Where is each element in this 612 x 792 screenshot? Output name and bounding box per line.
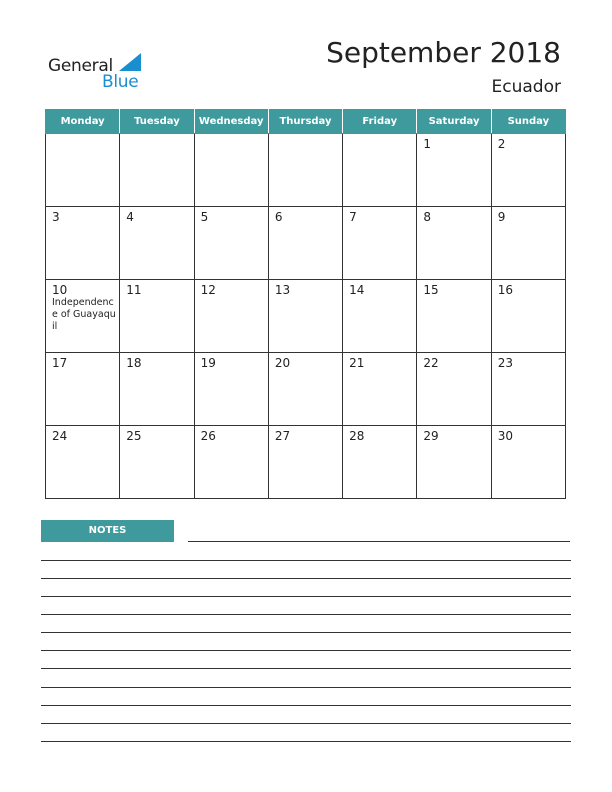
day-number: 27 [274, 429, 291, 443]
note-line [41, 596, 571, 597]
day-number: 13 [274, 283, 291, 297]
day-cell [268, 280, 342, 353]
week-row [46, 353, 566, 426]
logo-triangle-icon [119, 53, 141, 71]
week-row [46, 280, 566, 353]
day-number: 4 [126, 210, 134, 224]
weekday-header: Monday [46, 110, 120, 134]
day-number: 16 [497, 283, 513, 297]
holiday-label: Independence of Guayaquil [52, 297, 116, 332]
day-cell [343, 134, 417, 207]
day-number: 2 [497, 137, 506, 151]
day-number: 14 [349, 283, 365, 297]
country-name: Ecuador [491, 77, 561, 97]
day-cell [417, 353, 491, 426]
day-number: 26 [200, 429, 216, 443]
day-number: 25 [126, 429, 142, 443]
day-cell [417, 426, 491, 499]
day-cell [120, 134, 194, 207]
weekday-header: Wednesday [194, 110, 268, 134]
day-cell [491, 353, 565, 426]
note-line [41, 560, 571, 561]
week-row [46, 426, 566, 499]
logo-general-text: General [48, 56, 113, 76]
day-number: 22 [423, 356, 439, 370]
note-line [41, 741, 571, 742]
day-cell [343, 280, 417, 353]
day-number: 5 [200, 210, 209, 224]
day-cell [194, 134, 268, 207]
day-cell [194, 280, 268, 353]
weekday-header: Sunday [491, 110, 565, 134]
day-cell [491, 134, 565, 207]
generalblue-logo [48, 50, 158, 94]
weekday-header-row [46, 110, 566, 134]
notes-header: NOTES [41, 520, 174, 542]
day-cell [120, 426, 194, 499]
calendar-title: September 2018 [326, 36, 561, 69]
day-cell [417, 280, 491, 353]
note-line [41, 668, 571, 669]
week-row [46, 134, 566, 207]
logo-blue-text: Blue [102, 72, 139, 92]
day-number: 21 [349, 356, 365, 370]
day-cell [268, 207, 342, 280]
day-number: 30 [497, 429, 513, 443]
day-cell [268, 426, 342, 499]
day-cell [491, 426, 565, 499]
weekday-header: Tuesday [120, 110, 194, 134]
note-line [41, 578, 571, 579]
day-number: 24 [52, 429, 68, 443]
day-cell [417, 207, 491, 280]
day-number: 11 [126, 283, 142, 297]
note-line [41, 614, 571, 615]
day-number: 10 [52, 283, 68, 297]
day-cell [491, 280, 565, 353]
day-cell [194, 426, 268, 499]
day-cell [46, 280, 120, 353]
day-cell [268, 353, 342, 426]
day-number: 7 [349, 210, 357, 224]
day-number [120, 134, 193, 137]
day-cell [120, 353, 194, 426]
day-number: 12 [200, 283, 216, 297]
note-line [41, 687, 571, 688]
day-number: 15 [423, 283, 439, 297]
day-number [343, 134, 416, 137]
day-cell [343, 353, 417, 426]
day-cell [46, 426, 120, 499]
day-cell [417, 134, 491, 207]
note-line [41, 705, 571, 706]
day-number: 8 [423, 210, 432, 224]
weekday-header: Thursday [268, 110, 342, 134]
day-number: 23 [497, 356, 513, 370]
week-row [46, 207, 566, 280]
day-number: 19 [200, 356, 216, 370]
weekday-header: Friday [343, 110, 417, 134]
day-cell [194, 353, 268, 426]
day-cell [268, 134, 342, 207]
day-cell [46, 353, 120, 426]
day-number: 18 [126, 356, 142, 370]
day-cell [343, 207, 417, 280]
day-cell [46, 207, 120, 280]
day-cell [120, 280, 194, 353]
day-cell [491, 207, 565, 280]
note-line [188, 541, 570, 542]
day-cell [120, 207, 194, 280]
calendar-grid [45, 109, 566, 499]
day-number: 6 [274, 210, 283, 224]
day-number: 3 [52, 210, 60, 224]
note-line [41, 723, 571, 724]
day-number: 20 [274, 356, 291, 370]
note-line [41, 632, 571, 633]
weekday-header: Saturday [417, 110, 491, 134]
day-number: 9 [497, 210, 506, 224]
day-cell [343, 426, 417, 499]
day-number: 28 [349, 429, 365, 443]
day-cell [46, 134, 120, 207]
day-cell [194, 207, 268, 280]
day-number [46, 134, 119, 137]
note-line [41, 650, 571, 651]
day-number: 17 [52, 356, 68, 370]
day-number: 29 [423, 429, 439, 443]
day-number: 1 [423, 137, 432, 151]
day-number [195, 134, 268, 137]
day-number [269, 134, 342, 137]
